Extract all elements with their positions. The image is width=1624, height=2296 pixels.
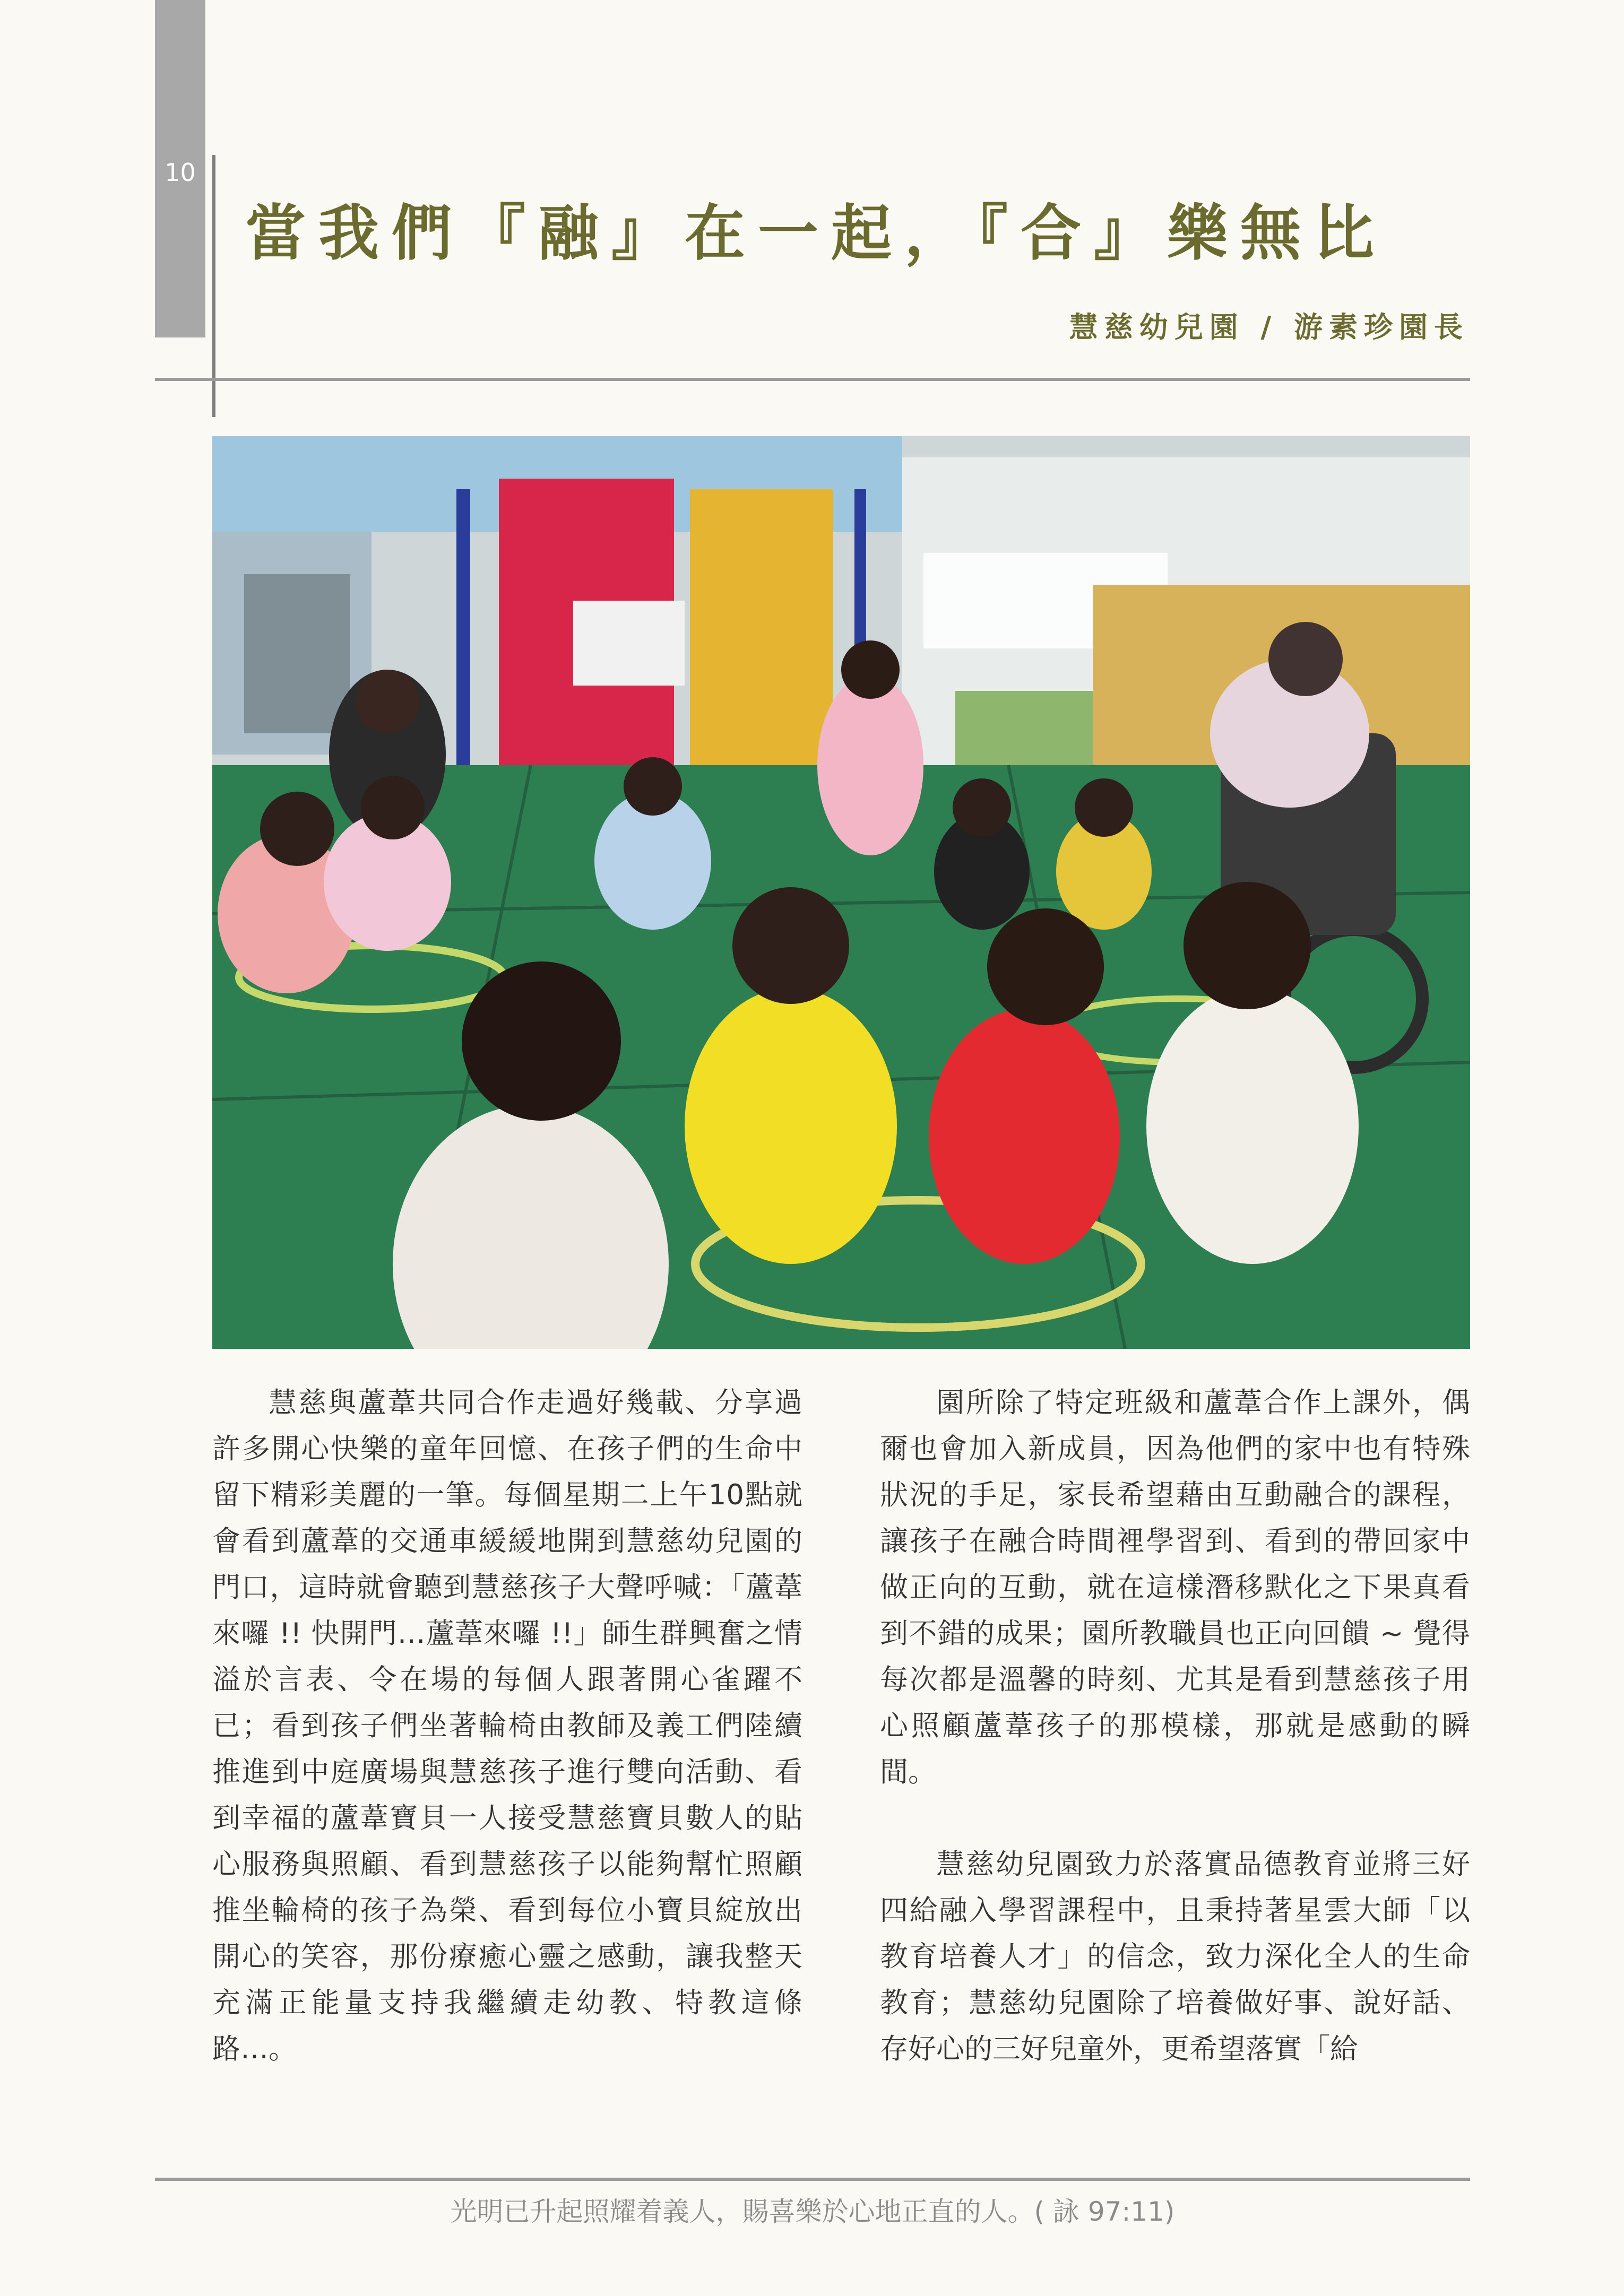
article-paragraph: 園所除了特定班級和蘆葦合作上課外，偶爾也會加入新成員，因為他們的家中也有特殊狀況的手足，家長希望藉由互動融合的課程，讓孩子在融合時間裡學習到、看到的帶回家中做正向的互動，就在這樣潛移默化之下果真看到不錯的成果；園所教職員也正向回饋 ~ 覺得每次都是溫馨的時刻、尤其是看到慧慈孩子用心照顧蘆葦孩子的那模樣，那就是感動的瞬間。: [880, 1387, 1470, 1788]
article-column-left: [212, 1380, 802, 2072]
article-column-right: [880, 1380, 1470, 2072]
footer-divider: [155, 2178, 1470, 2181]
article-byline: 慧慈幼兒園 / 游素珍園長: [1069, 310, 1469, 344]
footer-quote: 光明已升起照耀着義人，賜喜樂於心地正直的人。( 詠 97:11): [450, 2196, 1175, 2227]
article-title: 當我們『融』在一起，『合』樂無比: [245, 198, 1387, 268]
article-paragraph: 慧慈與蘆葦共同合作走過好幾載、分享過許多開心快樂的童年回憶、在孩子們的生命中留下精彩美麗的一筆。每個星期二上午10點就會看到蘆葦的交通車緩緩地開到慧慈幼兒園的門口，這時就會聽到慧慈孩子大聲呼喊：「蘆葦來囉 !! 快開門…蘆葦來囉 !!」師生群興奮之情溢於言表、令在場的每個人跟著開心雀躍不已；看到孩子們坐著輪椅由教師及義工們陸續推進到中庭廣場與慧慈孩子進行雙向活動、看到幸福的蘆葦寶貝一人接受慧慈寶貝數人的貼心服務與照顧、看到慧慈孩子以能夠幫忙照顧推坐輪椅的孩子為榮、看到每位小寶貝綻放出開心的笑容，那份療癒心靈之感動，讓我整天充滿正能量支持我繼續走幼教、特教這條路…。: [212, 1387, 802, 2065]
classroom-photo: [212, 436, 1470, 1349]
article-paragraph: 慧慈幼兒園致力於落實品德教育並將三好四給融入學習課程中，且秉持著星雲大師「以教育培養人才」的信念，致力深化全人的生命教育；慧慈幼兒園除了培養做好事、說好話、存好心的三好兒童外，更希望落實「給: [880, 1848, 1470, 2065]
page-number: 10: [165, 158, 196, 187]
header-divider: [155, 378, 1470, 381]
